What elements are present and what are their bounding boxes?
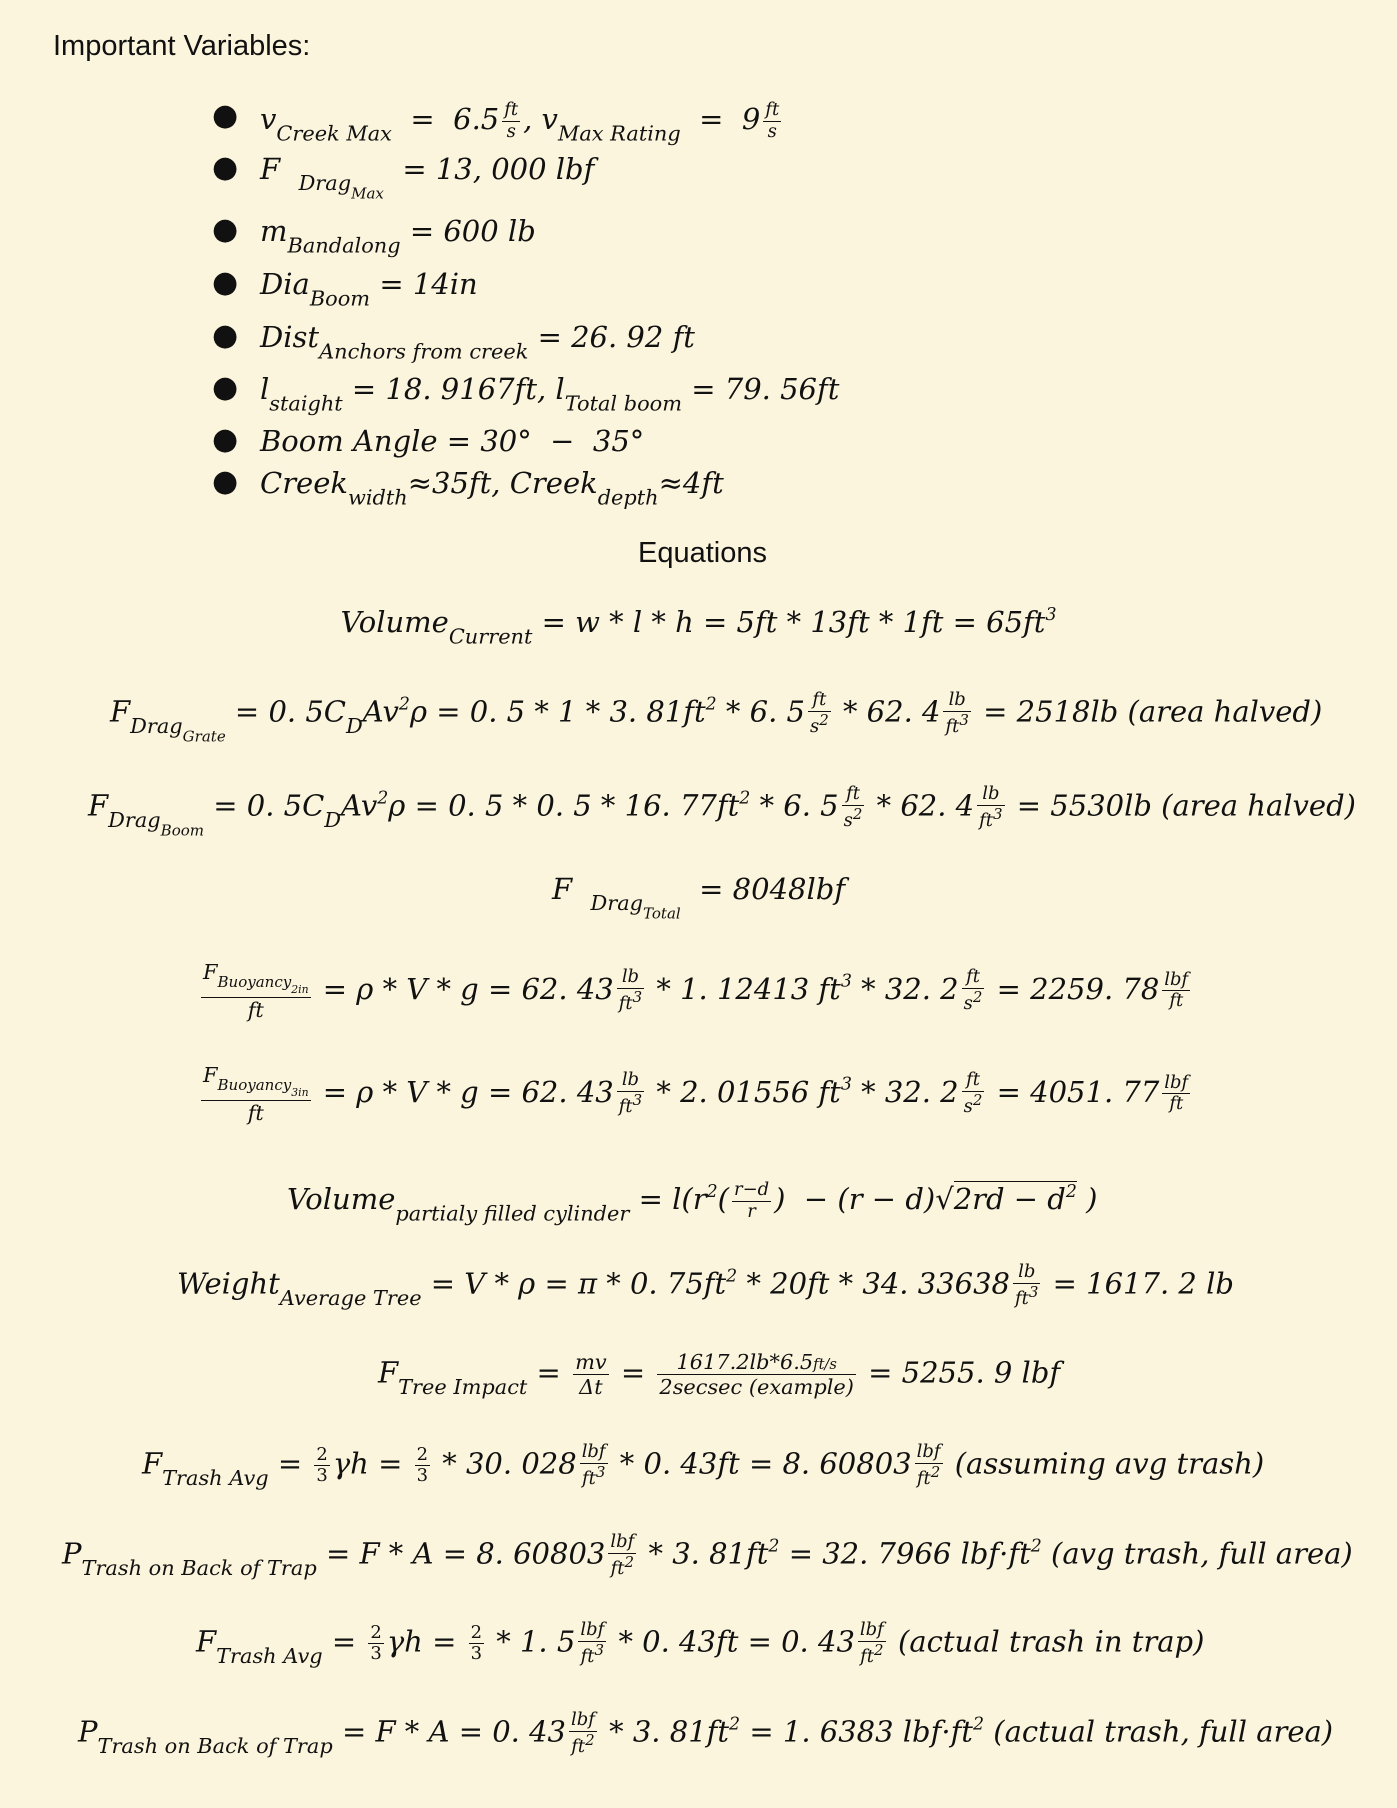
equation-drag-boom: $F_{Drag_{Boom}} = 0$. $5C_DAv^2\rho = 0$. 5 * 0. 5 * 16. $77ft^2 * 6$. 5 $\frac{ft}{s^2}$ * 62. 4 $\frac{lb}{ft^3}$ = 5530lb (area halved) (88, 783, 1356, 840)
variable-velocity: $v_{Creek Max} = 6.5$ $\frac{ft}{s}$ , $v_{Max Rating} = 9$ $\frac{ft}{s}$ (260, 99, 780, 146)
variable-creek: Creek$_{width}$≈35ft, Creek$_{depth}$≈4ft (260, 466, 724, 510)
variable-item: ● Boom Angle = 30° − 35° (212, 422, 645, 458)
equation-tree-weight: Weight$_{Average Tree}$ = V * ρ = π * 0. $75ft^2 * 20ft * 34$. 33638 $\frac{lb}{ft^3}$ = 1617. 2 lb (177, 1261, 1234, 1311)
variable-drag-max: F $_{Drag_{Max}}$ = 13, 000 lbf (260, 152, 595, 203)
equation-partial-cylinder: Volume$_{partialy filled cylinder}$ = $l(r^2$( $\frac{r-d}{r}$ ) − $(r - d)√2rd - d^2$ ) (287, 1179, 1098, 1226)
equation-drag-total: F $_{Drag_{Total}}$ = 8048lbf (551, 872, 846, 923)
equation-drag-grate: $F_{Drag_{Grate}} = 0$. $5C_DAv^2\rho = 0$. 5 * 1 * 3. $81ft^2 * 6$. 5 $\frac{ft}{s^2}$ * 62. 4 $\frac{lb}{ft^3}$ = 2518lb (area halved) (110, 689, 1323, 746)
equation-tree-impact: $F_{Tree Impact}$ = $\frac{mv}{\Delta t}$ = 1617.2lb*6.5ft/s 2secsec (example) = 5255. 9 lbf (378, 1350, 1061, 1399)
variable-item: ● $l_{staight} = 18$. 9167ft, $l_{Total boom} = 79$. 56ft (212, 370, 840, 416)
variables-heading: Important Variables: (53, 30, 311, 62)
equation-trash-avg-2: $F_{Trash Avg}$ = $\frac{2}{3}$ γh = $\frac{2}{3}$ * 1. 5 lbf $ft^3$ * 0. 43ft = 0. 43 lbf $ft^2$ (actual trash in trap) (196, 1619, 1205, 1669)
equation-pressure-2: $P_{Trash on Back of Trap} = F * A = 0$. 43 lbf $ft^2$ * 3. $81ft^2 = 1$. 6383 $lbf\cdot ft^2$ (actual trash, full area) (78, 1709, 1334, 1759)
variable-length: $l_{staight} = 18$. 9167ft, $l_{Total boom} = 79$. 56ft (260, 372, 840, 416)
variable-item: ● $v_{Creek Max} = 6.5$ $\frac{ft}{s}$ , $v_{Max Rating} = 9$ $\frac{ft}{s}$ (212, 100, 1312, 150)
equation-buoyancy-3in: $F_{Buoyancy_{3in}}$ ft = ρ * V * g = 62. 43 $\frac{lb}{ft^3}$ * 2. 01556 $ft^3 * 32$. 2 $\frac{ft}{s^2}$ = 4051. 77 lbf ft (203, 1063, 1189, 1125)
variable-distance: Dist$_{Anchors from creek}$ = 26. 92 ft (260, 320, 695, 364)
equation-pressure-1: $P_{Trash on Back of Trap} = F * A = 8$. 60803 lbf $ft^2$ * 3. $81ft^2 = 32$. 7966 $lbf\cdot ft^2$ (avg trash, full area) (62, 1531, 1353, 1581)
variable-mass: $m_{Bandalong} = 600$ lb (260, 214, 536, 258)
equation-trash-avg-1: $F_{Trash Avg}$ = $\frac{2}{3}$ γh = $\frac{2}{3}$ * 30. 028 lbf $ft^3$ * 0. 43ft = 8. 60803 lbf $ft^2$ (assuming avg trash) (142, 1441, 1265, 1491)
variable-diameter: Dia$_{Boom}$ = 14in (260, 267, 478, 311)
variable-item: ● F $_{Drag_{Max}}$ = 13, 000 lbf (212, 150, 595, 203)
variable-item: ● Dist$_{Anchors from creek}$ = 26. 92 ft (212, 318, 695, 364)
variable-item: ● Creek$_{width}$≈35ft, Creek$_{depth}$≈4ft (212, 464, 724, 510)
variable-item: ● $m_{Bandalong} = 600$ lb (212, 212, 536, 258)
equation-buoyancy-2in: $F_{Buoyancy_{2in}}$ ft = ρ * V * g = 62. 43 $\frac{lb}{ft^3}$ * 1. 12413 $ft^3 * 32$. 2 $\frac{ft}{s^2}$ = 2259. 78 lbf ft (203, 960, 1189, 1022)
equation-volume-current: Volume$_{Current}$ = $w * l * h = 5ft * 13ft * 1ft = 65ft^3$ (340, 605, 1057, 649)
variable-angle: Boom Angle = 30° − 35° (260, 424, 645, 458)
equations-heading: Equations (638, 537, 767, 569)
variable-item: ● Dia$_{Boom}$ = 14in (212, 265, 478, 311)
